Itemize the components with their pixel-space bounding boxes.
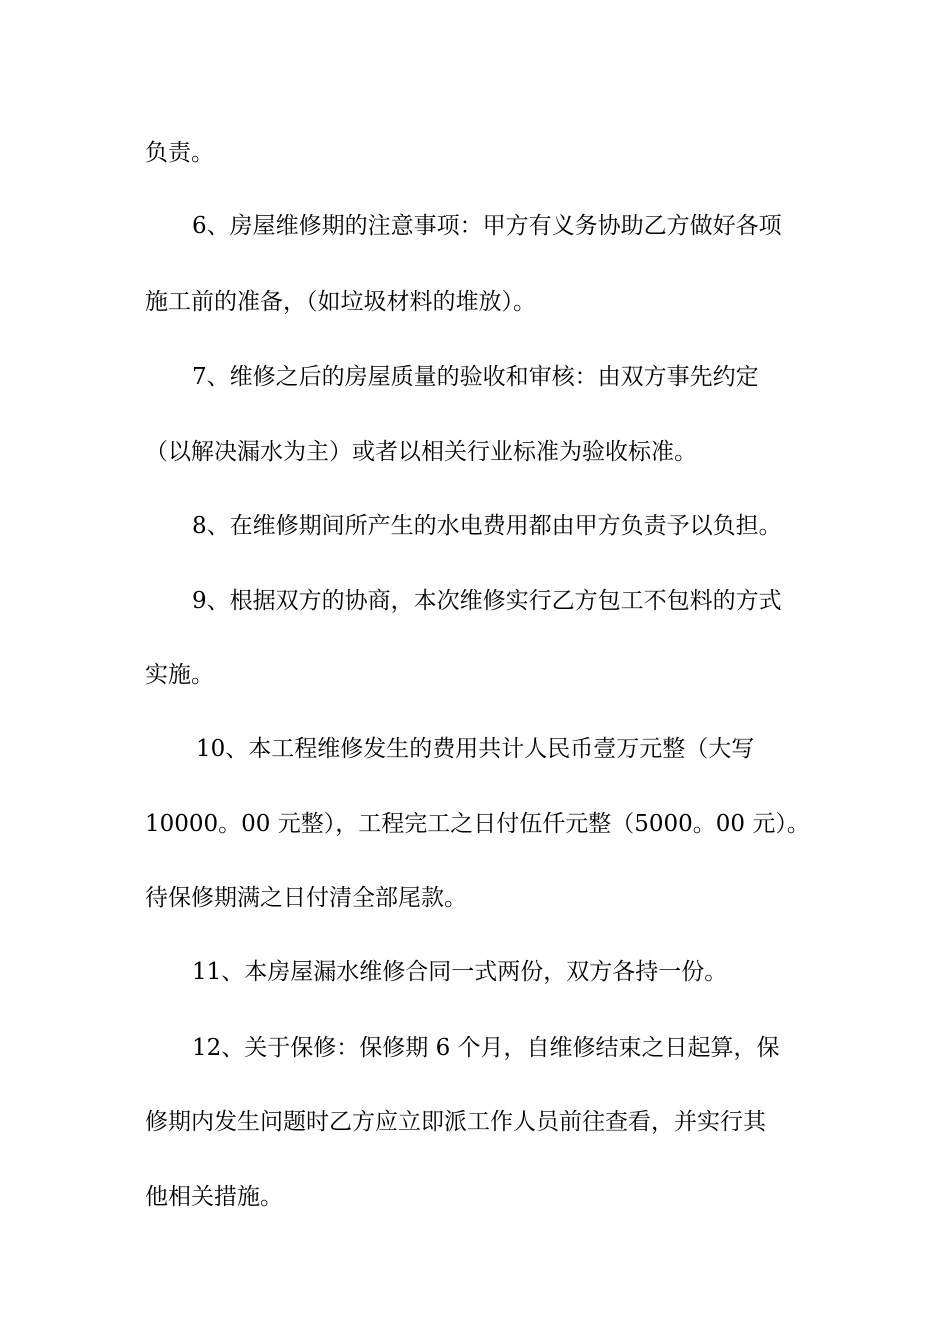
text-line: 他相关措施。	[145, 1184, 283, 1210]
text-line: 9、根据双方的协商，本次维修实行乙方包工不包料的方式	[192, 588, 782, 614]
text-line: 11、本房屋漏水维修合同一式两份，双方各持一份。	[192, 959, 728, 985]
text-line: （以解决漏水为主）或者以相关行业标准为验收标准。	[145, 439, 697, 465]
text-line: 负责。	[145, 140, 214, 166]
text-line: 实施。	[145, 662, 214, 688]
text-line: 10、本工程维修发生的费用共计人民币壹万元整（大写	[196, 736, 755, 762]
text-line: 8、在维修期间所产生的水电费用都由甲方负责予以负担。	[192, 513, 782, 539]
text-line: 12、关于保修：保修期 6 个月，自维修结束之日起算，保	[192, 1035, 780, 1061]
text-line: 7、维修之后的房屋质量的验收和审核：由双方事先约定	[192, 364, 759, 390]
text-line: 施工前的准备，（如垃圾材料的堆放）。	[145, 289, 536, 315]
text-line: 修期内发生问题时乙方应立即派工作人员前往查看，并实行其	[145, 1109, 766, 1135]
text-line: 待保修期满之日付清全部尾款。	[145, 885, 467, 911]
text-line: 6、房屋维修期的注意事项：甲方有义务协助乙方做好各项	[192, 213, 782, 239]
text-line: 10000。00 元整），工程完工之日付伍仟元整（5000。00 元）。	[145, 811, 810, 837]
